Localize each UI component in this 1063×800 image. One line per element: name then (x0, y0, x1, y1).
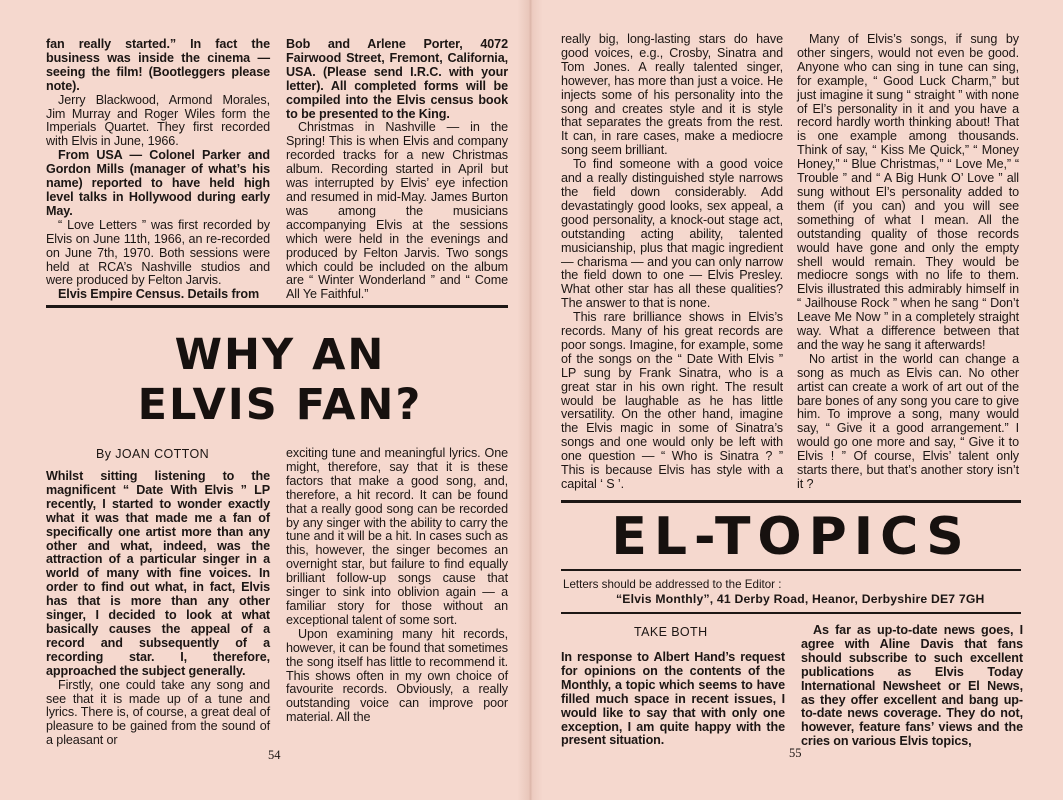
section-title: EL-TOPICS (611, 507, 971, 567)
paragraph: Whilst sitting listening to the magnificent “ Date With Elvis ” LP recently, I started to wonder exactly what it was that made me a fan of specifically one artist more than any other and what, indeed, was the attraction of a particular singer in a world of many with fine voices. In order to find out what, in fact, Elvis has that is more than any other singer, I decided to look at what basically causes the appeal of a record and subsequently of a recording star. I, therefore, approached the subject generally. (46, 469, 270, 678)
paragraph: “ Love Letters ” was first recorded by Elvis on June 11th, 1966, an re-recorded on June 7th, 1970. Both sessions were held at RCA’s Nashville studios and were produced by Felton Jarvis. (46, 217, 270, 288)
paragraph: To find someone with a good voice and a really distinguished style narrows the field down considerably. Add devastatingly good looks, sex appeal, a good personality, a knock-out stage act, outstanding acting ability, talented musicianship, plus that magic ingredient — charisma — and you can only narrow the field down to one — Elvis Presley. What other star has all these qualities? The answer to that is none. (561, 157, 783, 311)
headline-line: ELVIS FAN? (137, 380, 423, 430)
letter-heading: TAKE BOTH (634, 625, 708, 639)
page-gutter (518, 0, 542, 800)
letters-note: Letters should be addressed to the Editor : (563, 578, 782, 591)
left-col2-bottom (286, 447, 508, 725)
divider-rule (561, 500, 1021, 503)
paragraph: Firstly, one could take any song and see that it is made up of a tune and lyrics. There is, of course, a great deal of pleasure to be gained from the sound of a pleasant or (46, 677, 270, 748)
paragraph: As far as up-to-date news goes, I agree with Aline Davis that fans should subscribe to such excellent publications as Elvis Today International Newsheet or El News, as they offer excellent and bang up-to-date news coverage. They do not, however, feature fans’ views and the cries on various Elvis topics, (801, 623, 1023, 749)
paragraph: Bob and Arlene Porter, 4072 Fairwood Street, Fremont, California, USA. (Please send I.R.C. with your letter). All completed forms will be compiled into the Elvis census book to be presented to the King. (286, 37, 508, 121)
paragraph: Jerry Blackwood, Armond Morales, Jim Murray and Roger Wiles form the Imperials Quartet. They first recorded with Elvis in June, 1966. (46, 92, 270, 149)
article-headline (90, 330, 470, 430)
page-number: 55 (789, 746, 802, 760)
letter-col1 (561, 651, 785, 748)
editor-address: “Elvis Monthly”, 41 Derby Road, Heanor, Derbyshire DE7 7GH (616, 592, 985, 606)
headline-line: WHY AN (174, 330, 386, 380)
left-col2-top (286, 38, 508, 302)
paragraph: fan really started.” In fact the business was inside the cinema — seeing the film! (Bootleggers please note). (46, 37, 270, 93)
paragraph: really big, long-lasting stars do have good voices, e.g., Crosby, Sinatra and Tom Jones. A really talented singer, however, has more than just a voice. He injects some of his personality into the song and creates style and it is style that separates the greats from the rest. It can, in rare cases, make a mediocre song seem brilliant. (561, 32, 783, 158)
paragraph: Many of Elvis’s songs, if sung by other singers, would not even be good. Anyone who can sing in tune can sing, for example, “ Good Luck Charm,” but just imagine it sung “ straight ” with none of El’s personality in it and you have a record hardly worth thinking about! That is one example among thousands. Think of say, “ Kiss Me Quick,” “ Money Honey,” “ Blue Christmas,” “ Love Me,” “ Trouble ” and “ A Big Hunk O’ Love ” all sung without El’s personality added to them (if you can) and you will see something of what I mean. All the outstanding quality of those records would have gone and only the empty shell would remain. They would be mediocre songs with no life to them. Elvis illustrated this admirably himself in “ Jailhouse Rock ” when he sang “ Don’t Leave Me Now ” in a completely straight way. What a difference between that and the way he sang it afterwards! (797, 32, 1019, 352)
letter-col2 (801, 624, 1023, 749)
page-number: 54 (268, 748, 281, 762)
paragraph: No artist in the world can change a song as much as Elvis can. No other artist can create a work of art out of the bare bones of any song you care to give him. To improve a song, many would say, “ Give it a good arrangement.” I would go one more and say, “ Give it to Elvis ! ” Of course, Elvis’ talent only starts there, but that’s another story isn’t it ? (797, 351, 1019, 491)
paragraph: Christmas in Nashville — in the Spring! This is when Elvis and company recorded tracks for a new Christmas album. Recording started in April but was interrupted by Elvis’ eye infection and resumed in mid-May. James Burton was among the musicians accompanying Elvis at the sessions which were held in the evenings and produced by Felton Jarvis. Two songs which could be included on the album are “ Winter Wonderland ” and “ Come All Ye Faithful.” (286, 120, 508, 302)
left-col1-bottom (46, 470, 270, 748)
paragraph: Elvis Empire Census. Details from (58, 287, 260, 302)
divider-rule (561, 612, 1021, 614)
left-col1-top (46, 38, 270, 302)
divider-rule (46, 305, 508, 308)
paragraph: This rare brilliance shows in Elvis’s records. Many of his great records are poor songs. Imagine, for example, some of the songs on the “ Date With Elvis ” LP sung by Frank Sinatra, who is a great star in his own right. The result would be laughable as he has little versatility. On the other hand, imagine the Elvis magic in some of Sinatra’s songs and one would only be left with one question — “ Who is Sinatra ? ” This is because Elvis has style with a capital ‘ S ’. (561, 310, 783, 491)
paragraph: From USA — Colonel Parker and Gordon Mills (manager of what’s his name) reported to have held high level talks in Hollywood during early May. (46, 148, 270, 218)
paragraph: In response to Albert Hand’s request for opinions on the contents of the Monthly, a topic which seems to have filled much space in recent issues, I would like to say that with only one exception, I am quite happy with the present situation. (561, 650, 785, 748)
right-col3 (561, 33, 783, 492)
paragraph: Upon examining many hit records, however, it can be found that sometimes the song itself has little to recommend it. This shows often in my own choice of favourite records. Obviously, a really outstanding voice can improve poor material. All the (286, 626, 508, 725)
right-col4 (797, 33, 1019, 492)
divider-rule (561, 569, 1021, 571)
paragraph: exciting tune and meaningful lyrics. One might, therefore, say that it is these factors that make a good song, and, therefore, a hit record. It can be found that a really good song can be recorded by any singer with the ability to carry the tune and it will be a hit. In cases such as this, however, the singer becomes an overnight star, but failure to find equally brilliant follow-up songs cause that singer to sink into oblivion again — a familiar story for those without an exceptional talent of some sort. (286, 446, 508, 627)
byline: By JOAN COTTON (96, 447, 210, 461)
